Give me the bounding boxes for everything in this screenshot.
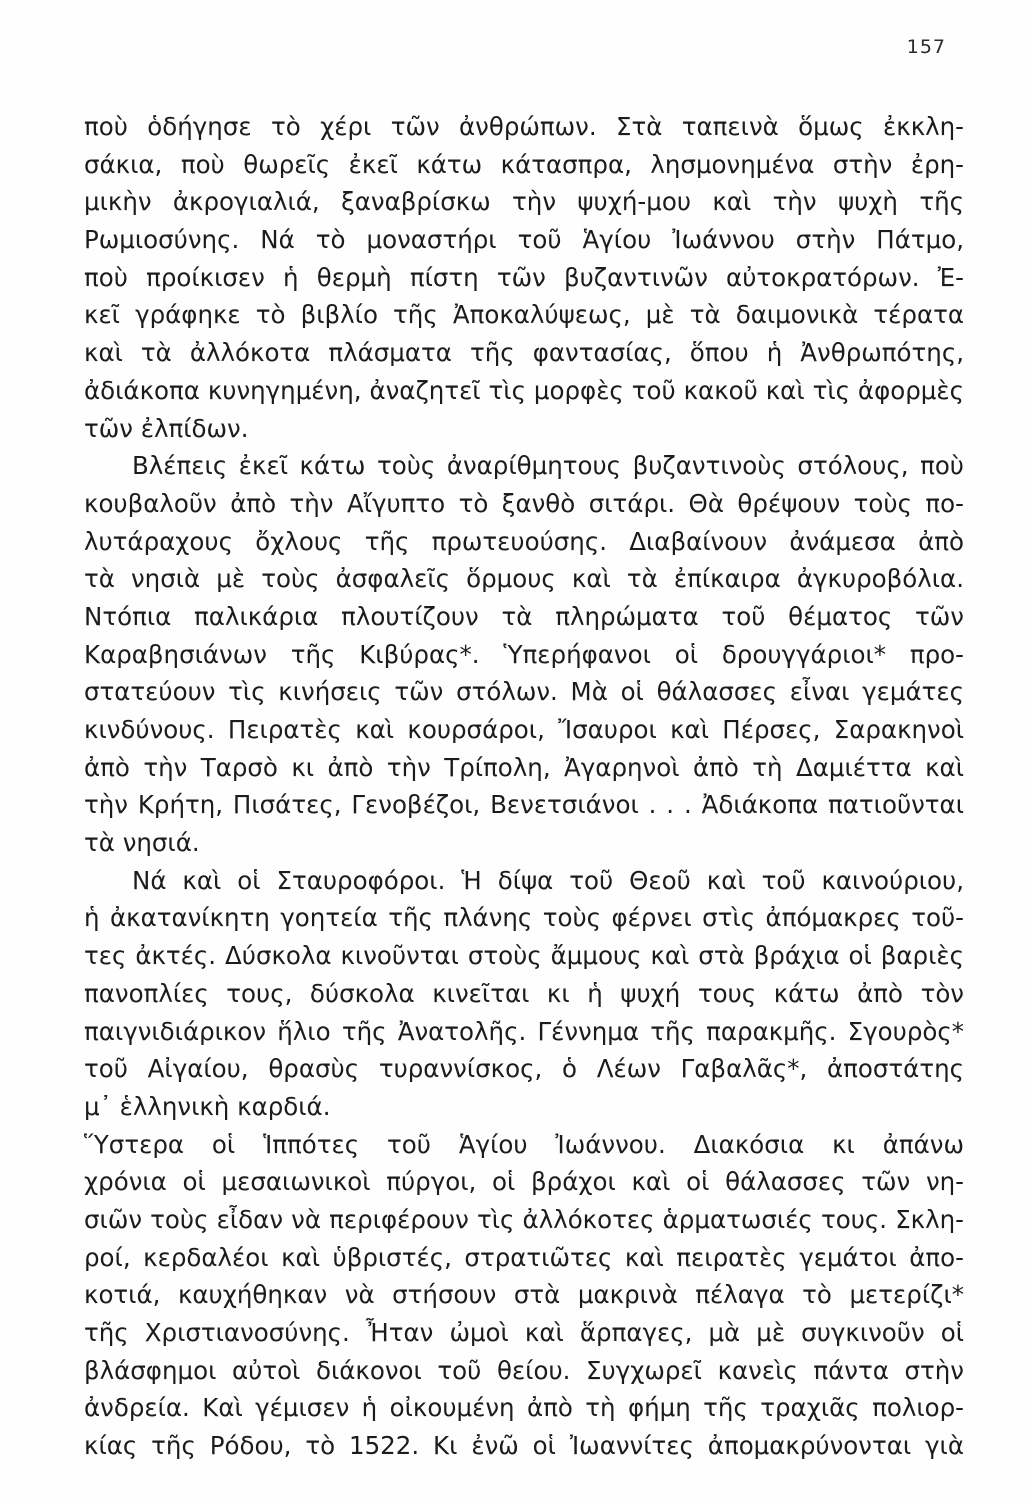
text-body xyxy=(84,108,964,1465)
text-line: ἀπὸ τὴν Ταρσὸ κι ἀπὸ τὴν Τρίπολη, Ἀγαρηνοὶ ἀπὸ τὴ Δαμιέττα καὶ xyxy=(84,752,964,782)
page-number: 157 xyxy=(906,36,946,58)
text-line: τὰ νησιά. xyxy=(84,828,200,858)
text-line: ποὺ προίκισεν ἡ θερμὴ πίστη τῶν βυζαντινῶν αὐτοκρατόρων. Ἐ- xyxy=(84,262,964,292)
text-line: ἀδιάκοπα κυνηγημένη, ἀναζητεῖ τὶς μορφὲς τοῦ κακοῦ καὶ τὶς ἀφορμὲς xyxy=(84,375,964,405)
text-line: κοτιά, καυχήθηκαν νὰ στήσουν στὰ μακρινὰ πέλαγα τὸ μετερίζι* xyxy=(84,1280,964,1310)
text-line: κινδύνους. Πειρατὲς καὶ κουρσάροι, Ἴσαυροι καὶ Πέρσες, Σαρακηνοὶ xyxy=(84,715,964,744)
text-line: λυτάραχους ὄχλους τῆς πρωτευούσης. Διαβαίνουν ἀνάμεσα ἀπὸ xyxy=(84,526,964,556)
text-line: στατεύουν τὶς κινήσεις τῶν στόλων. Μὰ οἱ θάλασσες εἶναι γεμάτες xyxy=(84,677,964,707)
paragraph-2 xyxy=(84,447,964,862)
text-line: κίας τῆς Ρόδου, τὸ 1522. Κι ἐνῶ οἱ Ἰωαννίτες ἀπομακρύνονται γιὰ xyxy=(84,1431,964,1461)
text-line: καὶ τὰ ἀλλόκοτα πλάσματα τῆς φαντασίας, ὅπου ἡ Ἀνθρωπότης, xyxy=(84,338,964,368)
text-line: βλάσφημοι αὐτοὶ διάκονοι τοῦ θείου. Συγχωρεῖ κανεὶς πάντα στὴν xyxy=(84,1355,964,1385)
paragraph-3 xyxy=(84,862,964,1126)
text-line: παιγνιδιάρικον ἥλιο τῆς Ἀνατολῆς. Γέννημα τῆς παρακμῆς. Σγουρὸς* xyxy=(84,1016,964,1046)
text-line: Ντόπια παλικάρια πλουτίζουν τὰ πληρώματα τοῦ θέματος τῶν xyxy=(84,601,964,631)
text-line: τες ἀκτές. Δύσκολα κινοῦνται στοὺς ἄμμους καὶ στὰ βράχια οἱ βαριὲς xyxy=(84,941,964,971)
text-line: ροί, κερδαλέοι καὶ ὑβριστές, στρατιῶτες καὶ πειρατὲς γεμάτοι ἀπο- xyxy=(84,1242,964,1272)
text-line: μ᾿ ἑλληνικὴ καρδιά. xyxy=(84,1091,331,1121)
text-line: μικὴν ἀκρογιαλιά, ξαναβρίσκω τὴν ψυχή-μου καὶ τὴν ψυχὴ τῆς xyxy=(84,187,964,217)
text-line: χρόνια οἱ μεσαιωνικοὶ πύργοι, οἱ βράχοι καὶ οἱ θάλασσες τῶν νη- xyxy=(84,1167,964,1197)
text-line: τὴν Κρήτη, Πισάτες, Γενοβέζοι, Βενετσιάνοι . . . Ἀδιάκοπα πατιοῦνται xyxy=(84,790,964,820)
text-line: τῶν ἐλπίδων. xyxy=(84,413,249,443)
text-line: Νά καὶ οἱ Σταυροφόροι. Ἡ δίψα τοῦ Θεοῦ καὶ τοῦ καινούριου, xyxy=(132,865,964,895)
text-line: ἡ ἀκατανίκητη γοητεία τῆς πλάνης τοὺς φέρνει στὶς ἀπόμακρες τοῦ- xyxy=(84,903,964,933)
text-line: σιῶν τοὺς εἶδαν νὰ περιφέρουν τὶς ἀλλόκοτες ἁρματωσιές τους. Σκλη- xyxy=(84,1204,964,1234)
text-line: τὰ νησιὰ μὲ τοὺς ἀσφαλεῖς ὅρμους καὶ τὰ ἐπίκαιρα ἀγκυροβόλια. xyxy=(84,564,964,594)
text-line: τῆς Χριστιανοσύνης. Ἦταν ὠμοὶ καὶ ἅρπαγες, μὰ μὲ συγκινοῦν οἱ xyxy=(84,1318,964,1347)
text-line: ποὺ ὁδήγησε τὸ χέρι τῶν ἀνθρώπων. Στὰ ταπεινὰ ὅμως ἐκκλη- xyxy=(84,112,964,141)
text-line: τοῦ Αἰγαίου, θρασὺς τυραννίσκος, ὁ Λέων Γαβαλᾶς*, ἀποστάτης xyxy=(84,1054,964,1084)
paragraph-1 xyxy=(84,108,964,447)
text-line: κουβαλοῦν ἀπὸ τὴν Αἴγυπτο τὸ ξανθὸ σιτάρι. Θὰ θρέψουν τοὺς πο- xyxy=(84,488,964,518)
text-line: Βλέπεις ἐκεῖ κάτω τοὺς ἀναρίθμητους βυζαντινοὺς στόλους, ποὺ xyxy=(132,451,964,481)
text-line: ἀνδρεία. Καὶ γέμισεν ἡ οἰκουμένη ἀπὸ τὴ φήμη τῆς τραχιᾶς πολιορ- xyxy=(84,1393,964,1423)
text-line: πανοπλίες τους, δύσκολα κινεῖται κι ἡ ψυχή τους κάτω ἀπὸ τὸν xyxy=(84,978,964,1008)
text-line: σάκια, ποὺ θωρεῖς ἐκεῖ κάτω κάτασπρα, λησμονημένα στὴν ἐρη- xyxy=(84,149,964,179)
text-line: Καραβησιάνων τῆς Κιβύρας*. Ὑπερήφανοι οἱ δρουγγάριοι* προ- xyxy=(84,639,964,669)
text-line: Ρωμιοσύνης. Νά τὸ μοναστήρι τοῦ Ἁγίου Ἰωάννου στὴν Πάτμο, xyxy=(84,225,964,255)
text-line: Ὕστερα οἱ Ἱππότες τοῦ Ἁγίου Ἰωάννου. Διακόσια κι ἀπάνω xyxy=(84,1129,964,1159)
text-line: κεῖ γράφηκε τὸ βιβλίο τῆς Ἀποκαλύψεως, μὲ τὰ δαιμονικὰ τέρατα xyxy=(84,300,964,330)
paragraph-4 xyxy=(84,1126,964,1465)
